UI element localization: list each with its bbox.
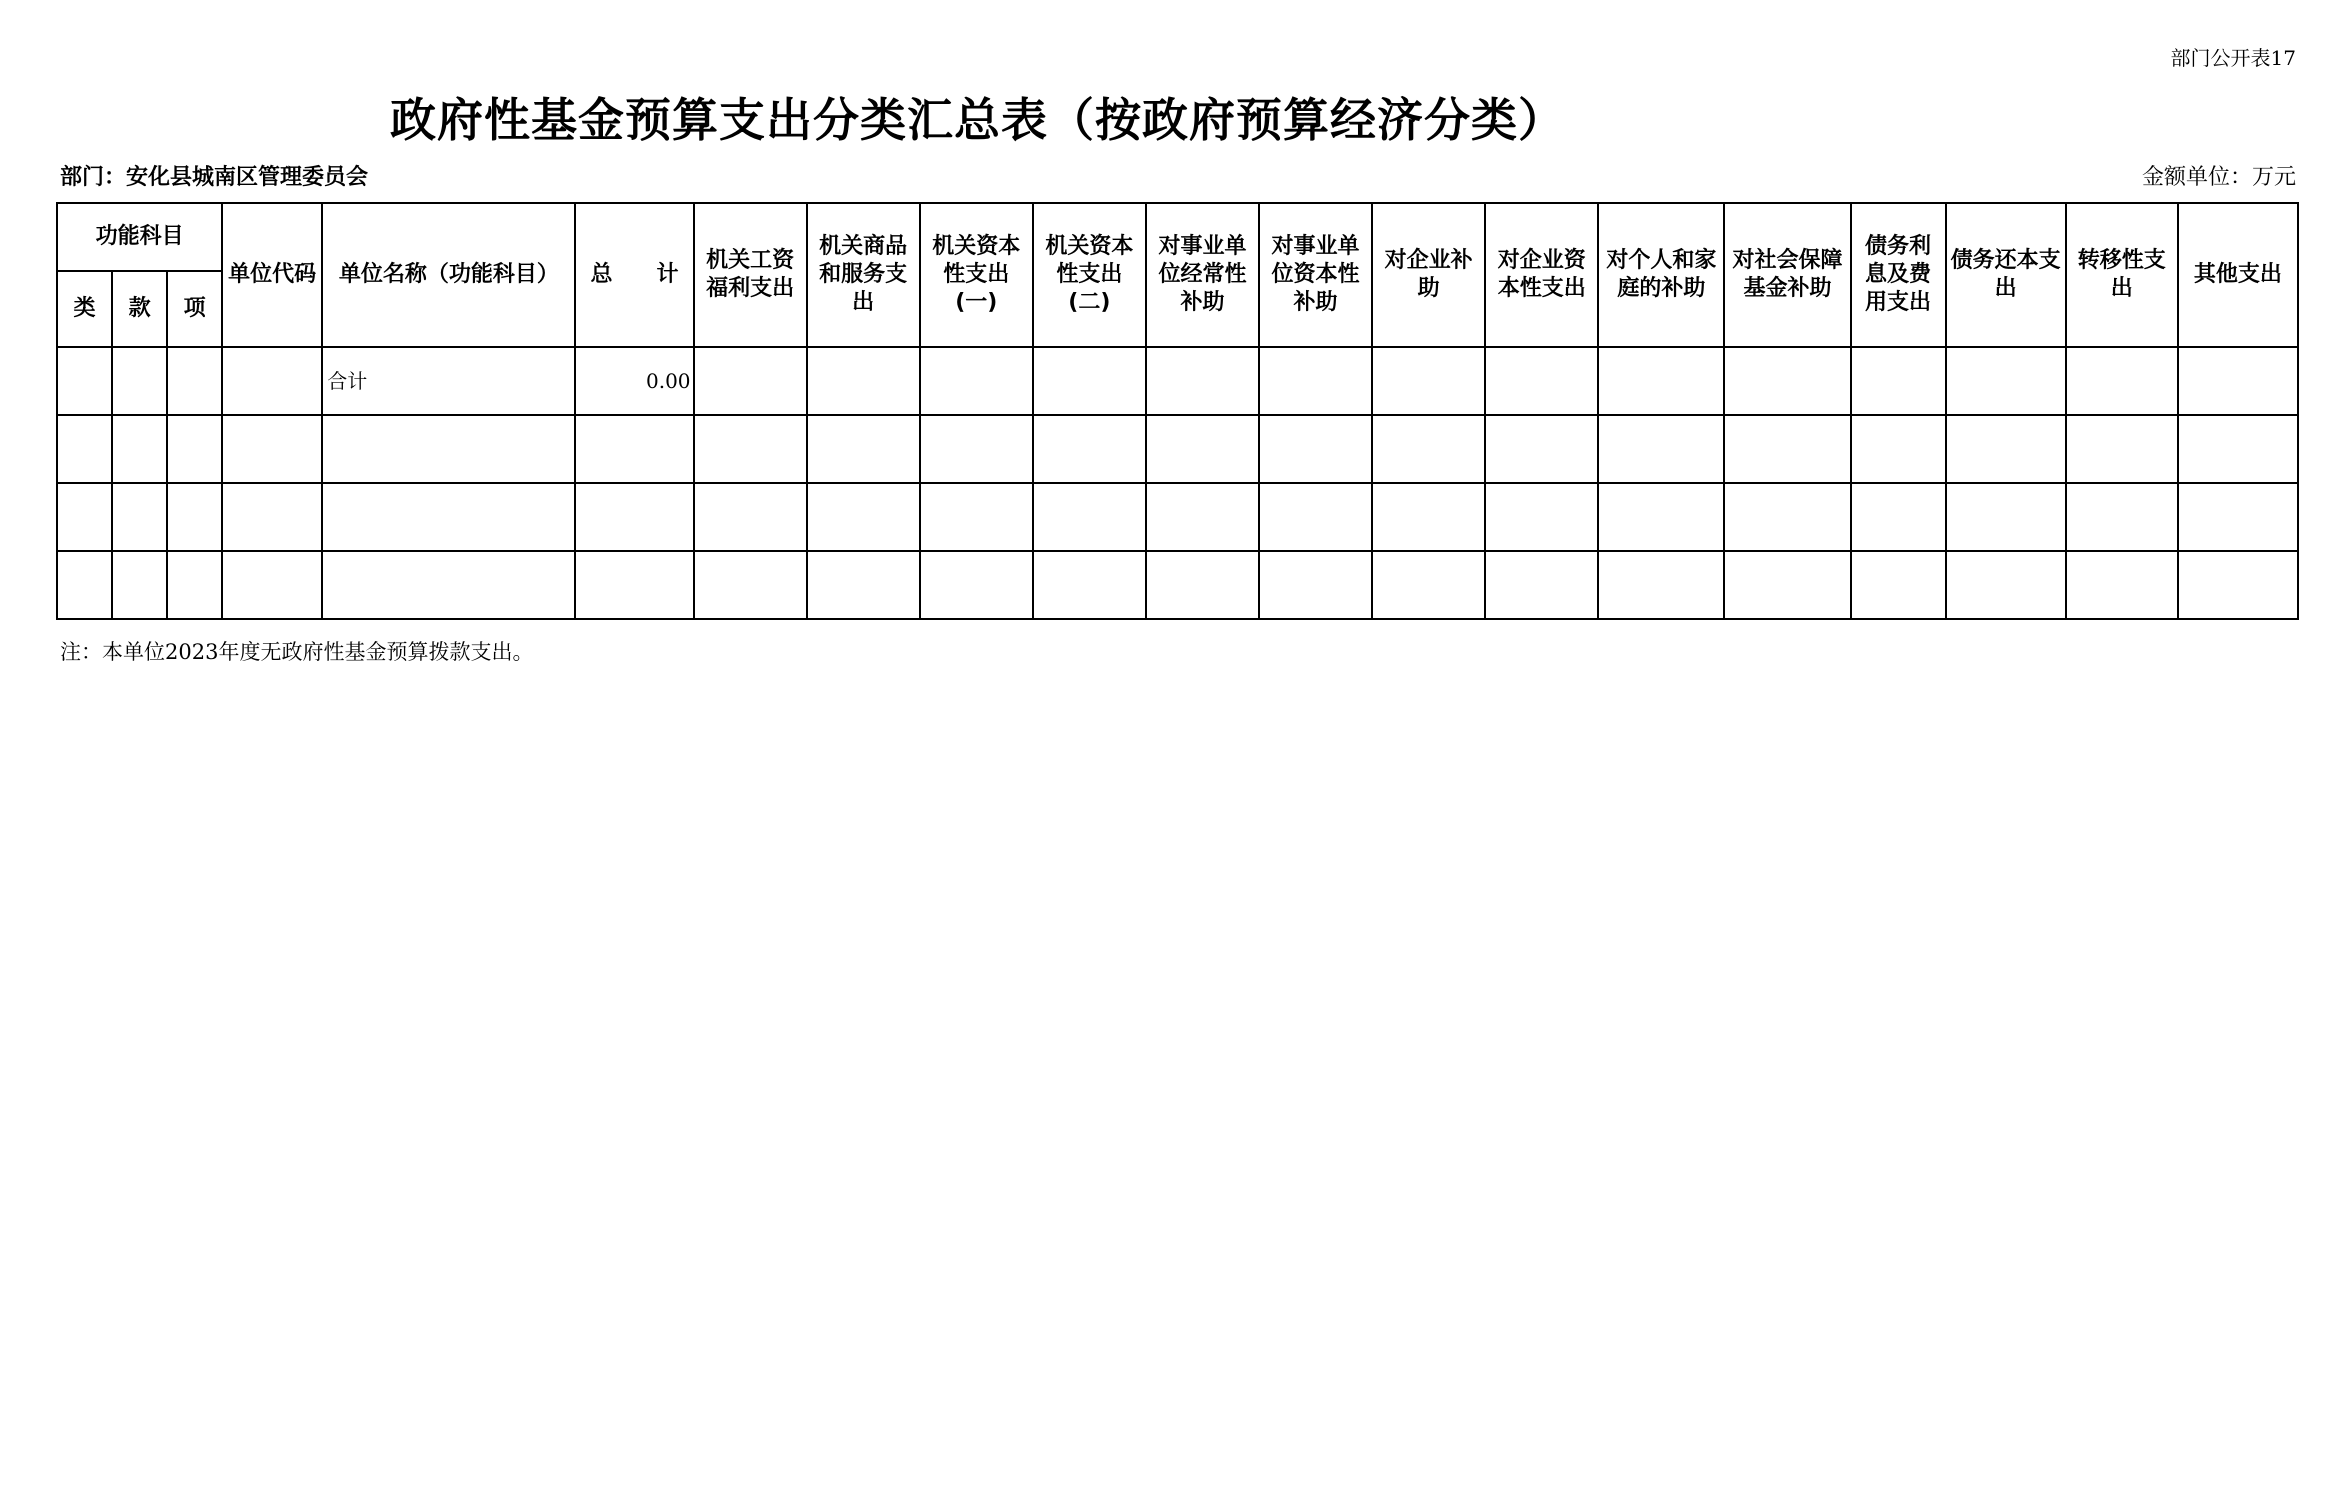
amount-unit-label: 金额单位：万元 xyxy=(2141,165,2296,190)
col-header: 机关资本性支出(二) xyxy=(1033,203,1146,347)
unit-name-header: 单位名称（功能科目） xyxy=(322,203,575,347)
row-name xyxy=(322,415,575,483)
table-row xyxy=(57,483,2298,551)
header-row-1 xyxy=(57,203,2298,271)
item-header: 项 xyxy=(167,271,222,347)
function-subject-header: 功能科目 xyxy=(57,203,222,271)
category-header: 类 xyxy=(57,271,112,347)
row-name xyxy=(322,483,575,551)
col-header: 机关资本性支出(一) xyxy=(920,203,1033,347)
row-name xyxy=(322,551,575,619)
col-header: 转移性支出 xyxy=(2066,203,2178,347)
col-header: 对个人和家庭的补助 xyxy=(1598,203,1724,347)
row-name: 合计 xyxy=(322,347,575,415)
col-header: 债务利息及费用支出 xyxy=(1851,203,1946,347)
col-header: 机关商品和服务支出 xyxy=(807,203,920,347)
section-header: 款 xyxy=(112,271,167,347)
col-header: 对企业补助 xyxy=(1372,203,1485,347)
form-number: 部门公开表17 xyxy=(2170,46,2296,70)
col-header: 其他支出 xyxy=(2178,203,2298,347)
page-title: 政府性基金预算支出分类汇总表（按政府预算经济分类） xyxy=(390,93,1565,147)
col-header: 对企业资本性支出 xyxy=(1485,203,1598,347)
footnote: 注：本单位2023年度无政府性基金预算拨款支出。 xyxy=(60,640,534,664)
department-label: 部门：安化县城南区管理委员会 xyxy=(60,165,369,190)
row-total xyxy=(575,551,693,619)
expenditure-table xyxy=(56,202,2299,620)
row-total xyxy=(575,415,693,483)
total-header: 总 计 xyxy=(575,203,693,347)
unit-code-header: 单位代码 xyxy=(222,203,322,347)
col-header: 对社会保障基金补助 xyxy=(1724,203,1850,347)
row-total: 0.00 xyxy=(575,347,693,415)
col-header: 债务还本支出 xyxy=(1946,203,2066,347)
col-header: 对事业单位资本性补助 xyxy=(1259,203,1372,347)
row-total xyxy=(575,483,693,551)
table-row xyxy=(57,551,2298,619)
table-row xyxy=(57,415,2298,483)
col-header: 机关工资福利支出 xyxy=(694,203,807,347)
table-row-total xyxy=(57,347,2298,415)
col-header: 对事业单位经常性补助 xyxy=(1146,203,1259,347)
